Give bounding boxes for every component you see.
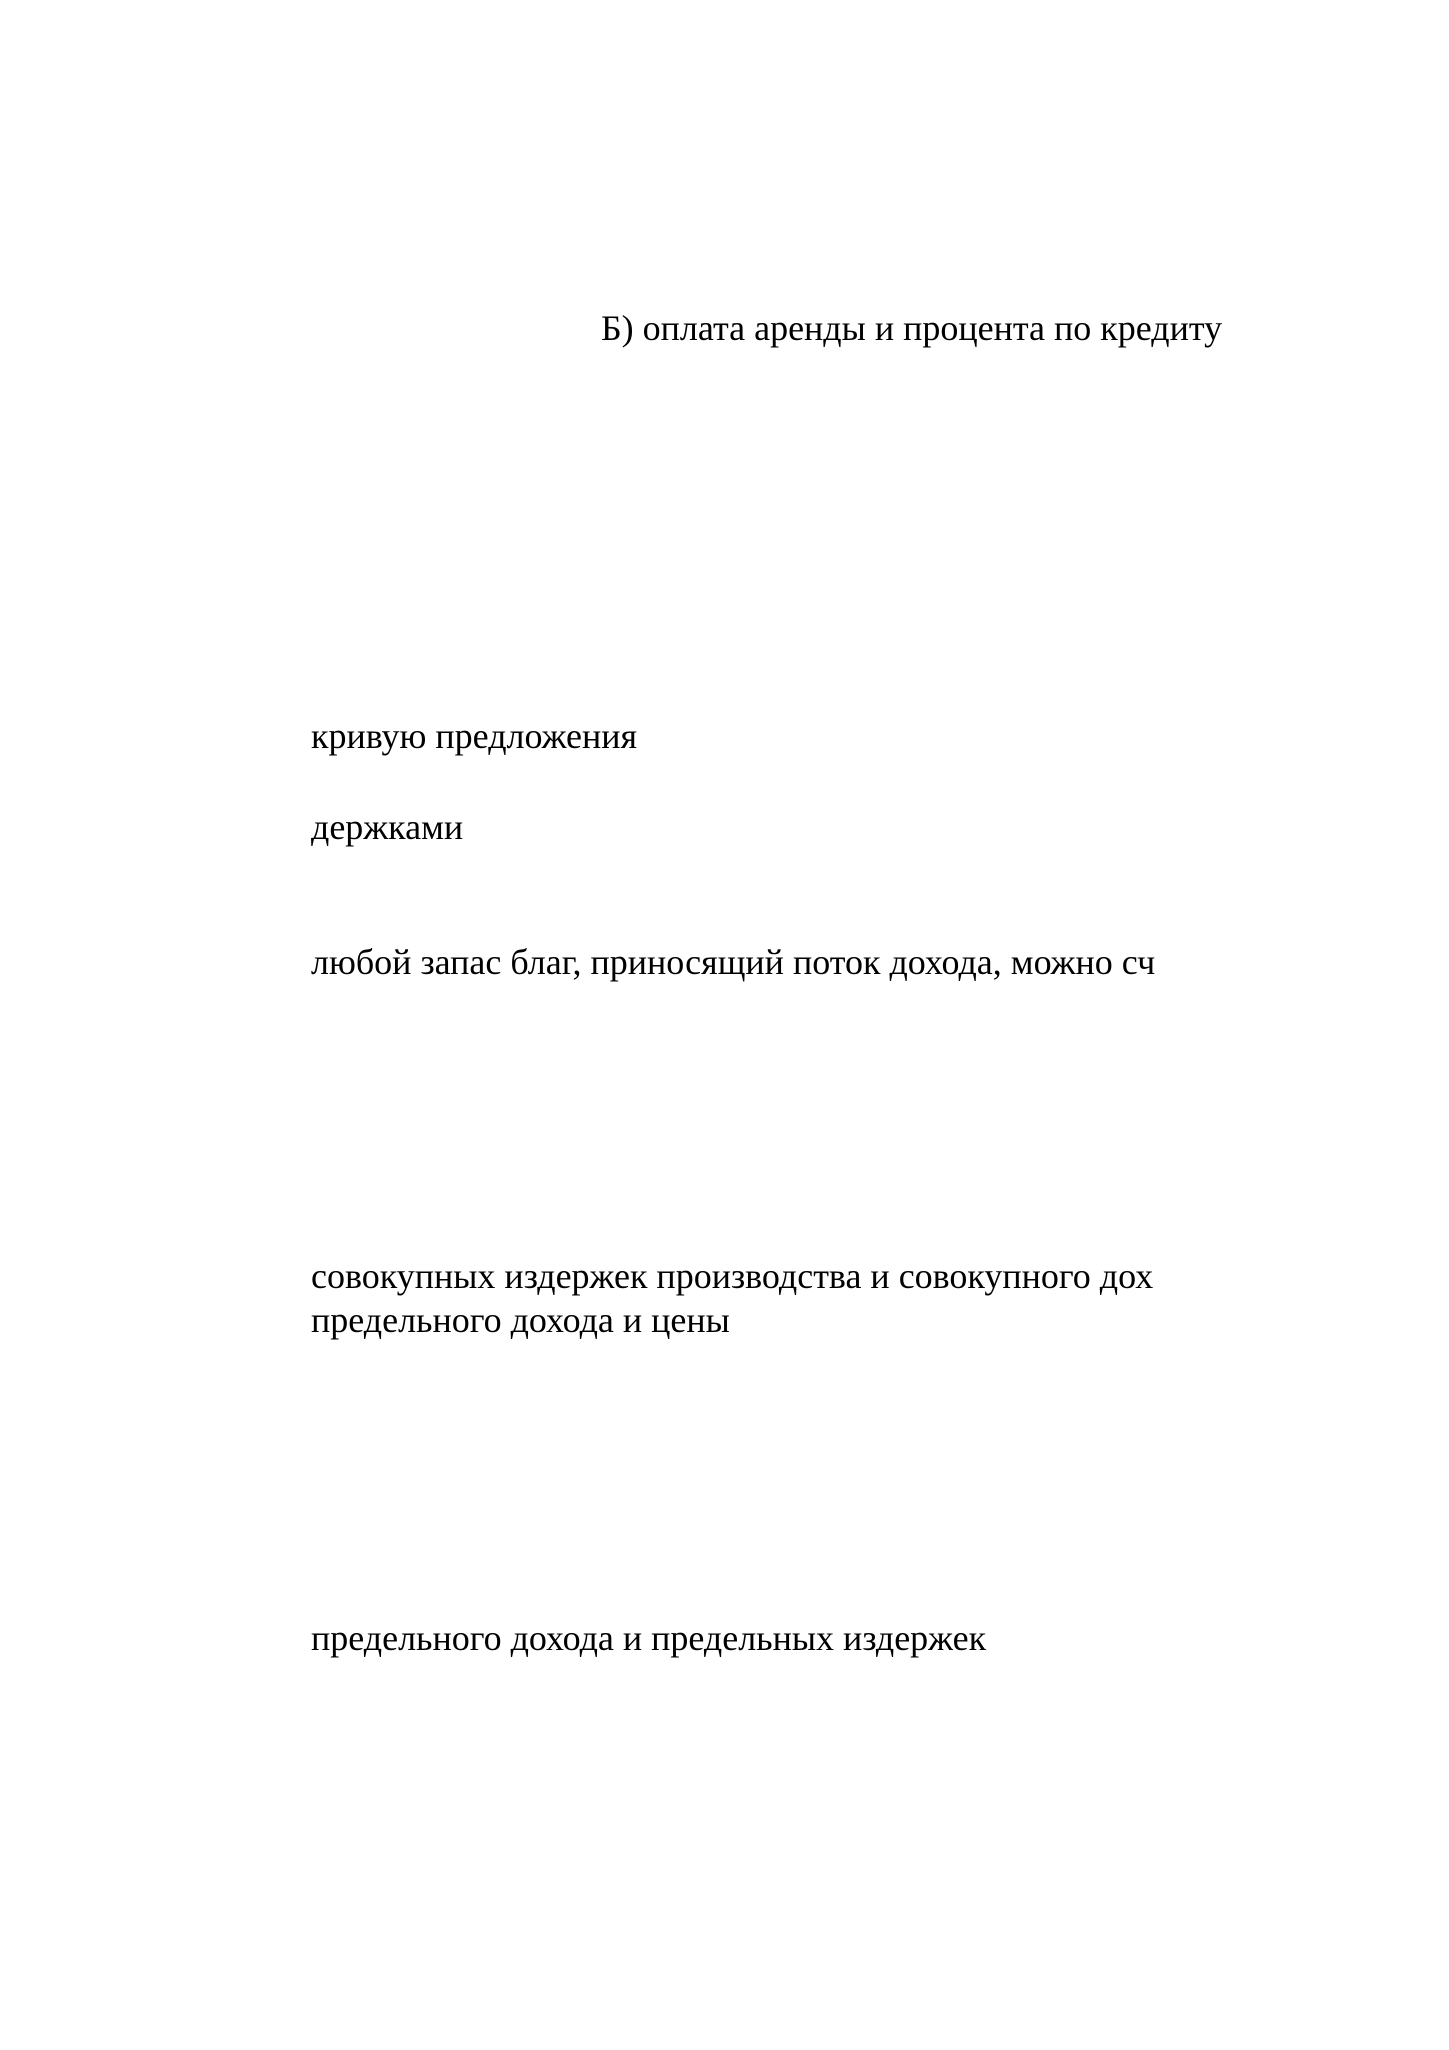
text-fragment-total-costs: совокупных издержек производства и совокупного дох [311,1256,1154,1296]
answer-option-b: Б) оплата аренды и процента по кредиту [601,308,1223,348]
text-fragment-marginal-revenue-costs: предельного дохода и предельных издержек [311,1618,987,1658]
text-fragment-supply-curve: кривую предложения [311,716,638,756]
text-fragment-marginal-revenue-price: предельного дохода и цены [311,1300,730,1340]
text-fragment-costs: держками [311,807,464,847]
text-fragment-stock-of-goods: любой запас благ, приносящий поток дохода, можно сч [311,942,1156,982]
